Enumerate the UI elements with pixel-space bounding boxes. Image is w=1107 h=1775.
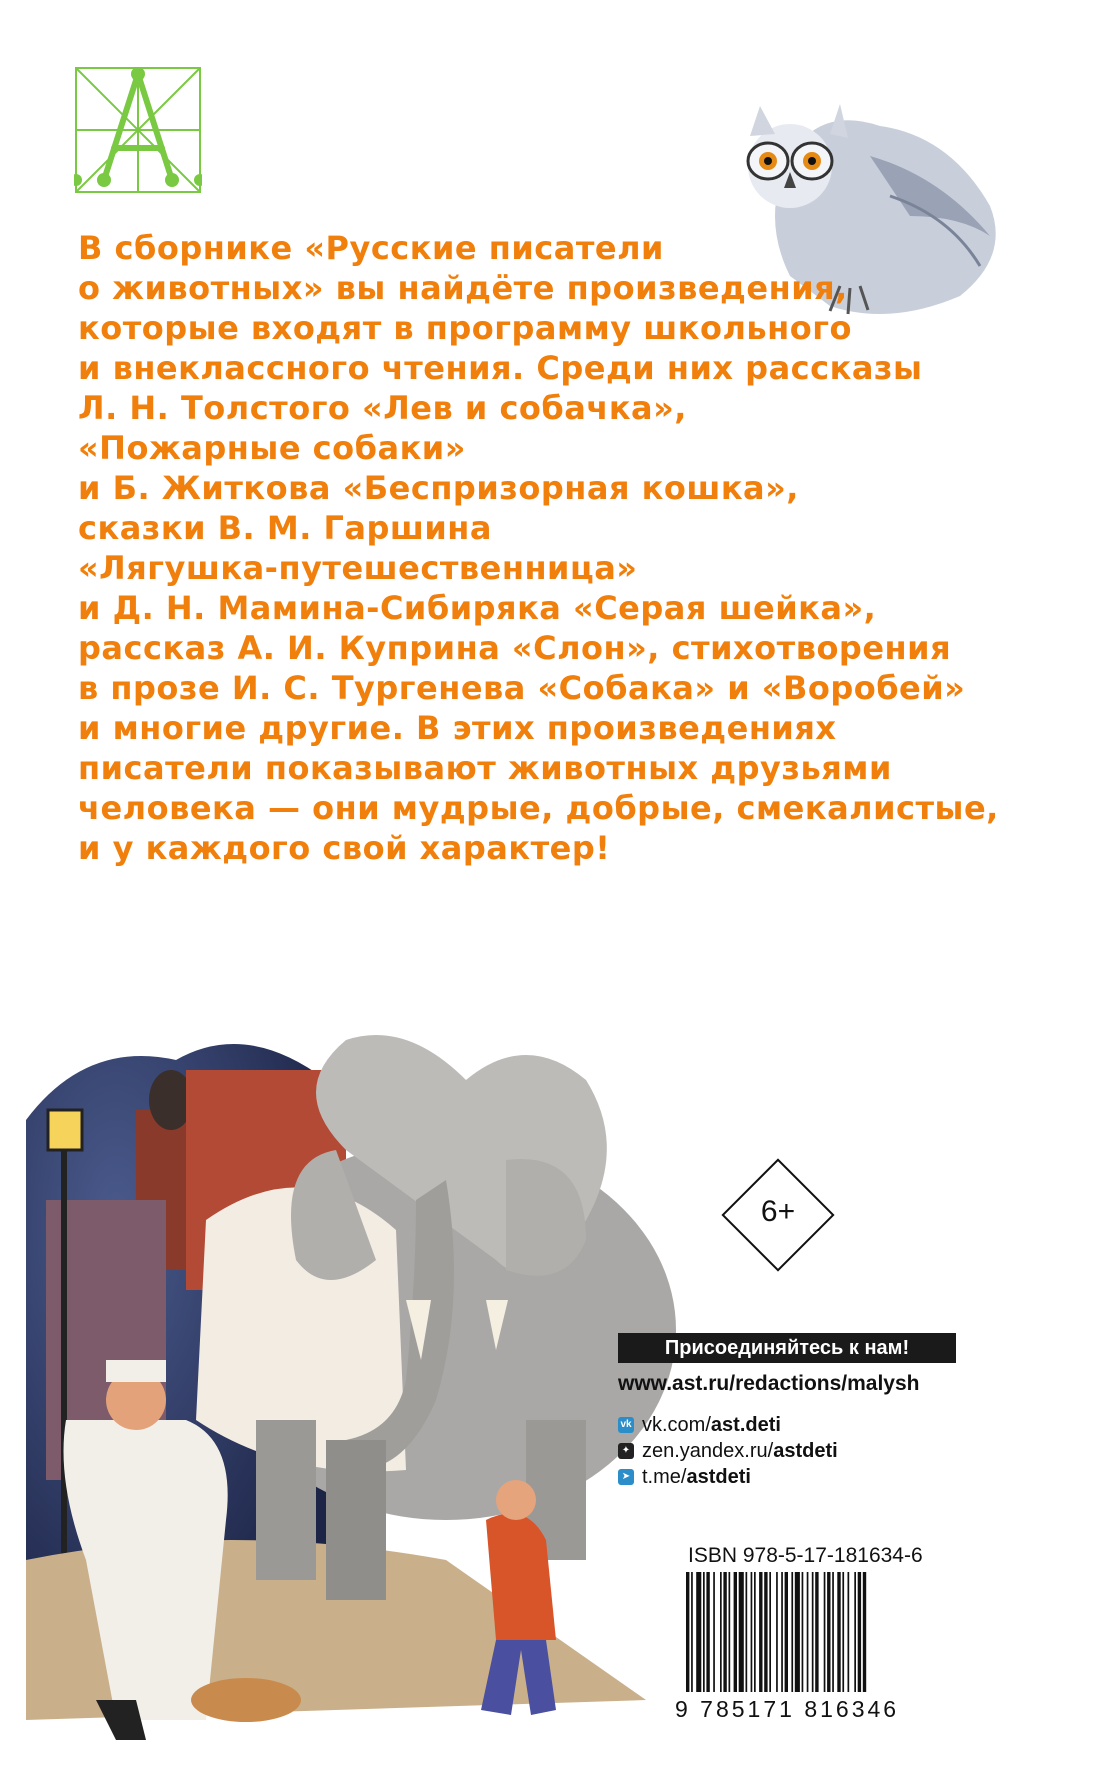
- description-line: и Б. Житкова «Беспризорная кошка»,: [78, 469, 799, 507]
- barcode-bar: [776, 1572, 778, 1692]
- description-line: «Пожарные собаки»: [78, 429, 466, 467]
- join-us-banner: Присоединяйтесь к нам!: [618, 1333, 956, 1363]
- social-link-zen[interactable]: [618, 1438, 838, 1464]
- publisher-logo: [74, 66, 202, 194]
- barcode-bar: [824, 1572, 826, 1692]
- description-line: и Д. Н. Мамина-Сибиряка «Серая шейка»,: [78, 589, 877, 627]
- barcode-bar: [746, 1572, 748, 1692]
- description-line: писатели показывают животных друзьями: [78, 749, 892, 787]
- description-line: «Лягушка-путешественница»: [78, 549, 638, 587]
- barcode-bar: [854, 1572, 856, 1692]
- barcode-bar: [848, 1572, 850, 1692]
- barcode-digits: 9 785171 816346: [675, 1696, 900, 1722]
- barcode-bar: [703, 1572, 705, 1692]
- description-line: и у каждого свой характер!: [78, 829, 611, 867]
- age-rating: 6+: [760, 1195, 796, 1228]
- description-line: и внеклассного чтения. Среди них рассказы: [78, 349, 923, 387]
- barcode-bar: [696, 1572, 701, 1692]
- barcode-bar: [815, 1572, 818, 1692]
- barcode-bar: [769, 1572, 771, 1692]
- barcode-bar: [759, 1572, 762, 1692]
- barcode-bar: [802, 1572, 804, 1692]
- barcode-bar: [723, 1572, 726, 1692]
- description-line: и многие другие. В этих произведениях: [78, 709, 837, 747]
- telegram-icon: ➤: [618, 1469, 634, 1485]
- barcode-bar: [863, 1572, 866, 1692]
- barcode: [686, 1572, 936, 1692]
- barcode-bar: [837, 1572, 840, 1692]
- description-line: Л. Н. Толстого «Лев и собачка»,: [78, 389, 687, 427]
- vk-icon: vk: [618, 1417, 634, 1433]
- elephant-scene-illustration: [26, 1000, 676, 1740]
- zen-icon: ✦: [618, 1443, 634, 1459]
- barcode-bar: [764, 1572, 767, 1692]
- social-link-vk[interactable]: [618, 1412, 838, 1438]
- barcode-bar: [706, 1572, 709, 1692]
- barcode-bar: [827, 1572, 830, 1692]
- barcode-bar: [754, 1572, 756, 1692]
- barcode-bar: [785, 1572, 788, 1692]
- description-line: В сборнике «Русские писатели: [78, 229, 664, 267]
- social-link-handle: astdeti: [773, 1439, 838, 1462]
- social-links: [618, 1412, 838, 1490]
- description-line: которые входят в программу школьного: [78, 309, 852, 347]
- barcode-bar: [720, 1572, 722, 1692]
- barcode-bar: [812, 1572, 814, 1692]
- publisher-website-link[interactable]: www.ast.ru/redactions/malysh: [618, 1372, 920, 1395]
- social-link-handle: ast.deti: [710, 1413, 781, 1436]
- barcode-bar: [751, 1572, 753, 1692]
- description-line: сказки В. М. Гаршина: [78, 509, 492, 547]
- barcode-bar: [858, 1572, 861, 1692]
- isbn-number: ISBN 978-5-17-181634-6: [688, 1544, 923, 1567]
- barcode-bar: [832, 1572, 834, 1692]
- barcode-bar: [729, 1572, 731, 1692]
- barcode-bar: [781, 1572, 783, 1692]
- barcode-bar: [691, 1572, 693, 1692]
- social-link-telegram[interactable]: [618, 1464, 838, 1490]
- barcode-bar: [734, 1572, 737, 1692]
- barcode-bar: [713, 1572, 715, 1692]
- barcode-bar: [795, 1572, 800, 1692]
- social-link-prefix: t.me/: [642, 1465, 687, 1488]
- description-line: человека — они мудрые, добрые, смекалистые,: [78, 789, 999, 827]
- description-line: о животных» вы найдёте произведения,: [78, 269, 848, 307]
- social-link-handle: astdeti: [686, 1465, 751, 1488]
- barcode-bar: [791, 1572, 793, 1692]
- description-line: рассказ А. И. Куприна «Слон», стихотворения: [78, 629, 952, 667]
- social-link-prefix: vk.com/: [642, 1413, 711, 1436]
- book-description: [78, 228, 1078, 868]
- barcode-bar: [686, 1572, 689, 1692]
- description-line: в прозе И. С. Тургенева «Собака» и «Воробей»: [78, 669, 966, 707]
- barcode-bar: [842, 1572, 844, 1692]
- barcode-bar: [807, 1572, 809, 1692]
- social-link-prefix: zen.yandex.ru/: [642, 1439, 774, 1462]
- barcode-bar: [739, 1572, 744, 1692]
